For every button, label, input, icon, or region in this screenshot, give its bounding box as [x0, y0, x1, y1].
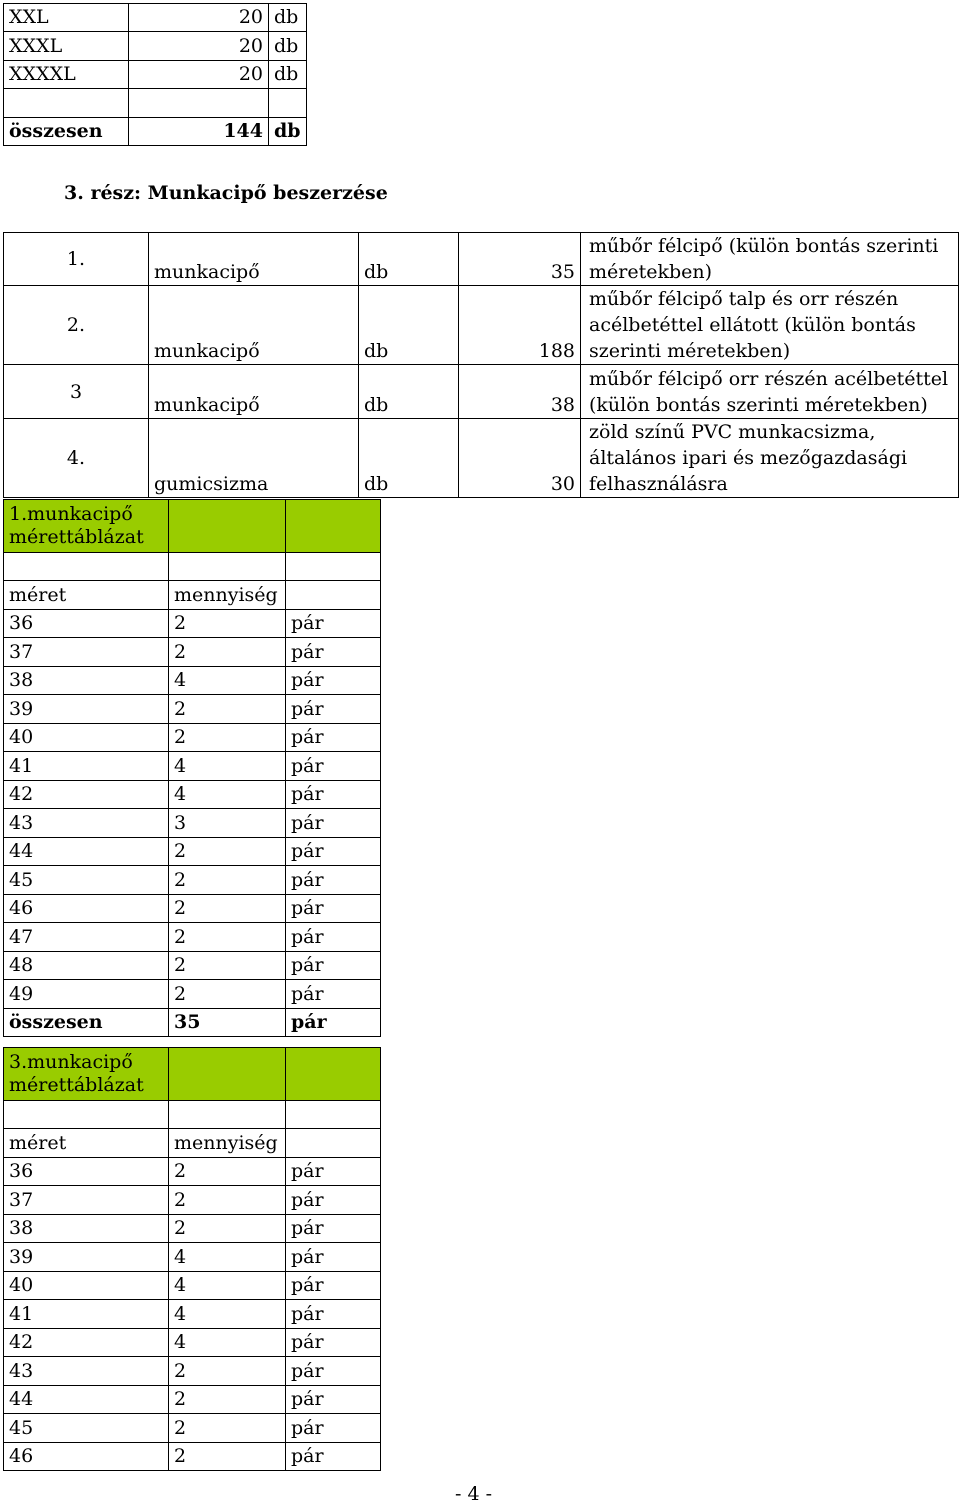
size-cell: 44	[4, 837, 169, 866]
size-cell: XXL	[4, 4, 129, 32]
unit-cell: pár	[286, 809, 381, 838]
size-row	[4, 1243, 381, 1272]
size-cell: 38	[4, 666, 169, 695]
size-row	[4, 1300, 381, 1329]
size-cell: 43	[4, 809, 169, 838]
item-index: 2.	[4, 286, 149, 365]
spacer-row	[4, 1101, 381, 1129]
size-chart-1	[3, 499, 381, 1037]
qty-cell: 4	[169, 780, 286, 809]
item-qty: 35	[459, 233, 581, 286]
qty-cell: 3	[169, 809, 286, 838]
total-row	[4, 117, 307, 145]
size-row	[4, 752, 381, 781]
table-row	[4, 89, 307, 117]
size-cell	[4, 89, 129, 117]
size-total-body	[4, 4, 307, 146]
size-row	[4, 1271, 381, 1300]
item-row	[4, 365, 959, 419]
chart-title-fill	[286, 1048, 381, 1101]
unit-cell: pár	[286, 752, 381, 781]
size-total-table	[3, 3, 307, 146]
unit-cell: db	[269, 32, 307, 60]
size-cell: 39	[4, 695, 169, 724]
qty-cell: 4	[169, 666, 286, 695]
size-cell: 36	[4, 1157, 169, 1186]
size-row	[4, 780, 381, 809]
chart-title-fill	[169, 1048, 286, 1101]
unit-cell: pár	[286, 723, 381, 752]
size-row	[4, 1157, 381, 1186]
qty-cell: 2	[169, 1442, 286, 1471]
qty-cell: 2	[169, 951, 286, 980]
empty-cell	[4, 553, 169, 581]
unit-cell: pár	[286, 1214, 381, 1243]
item-row	[4, 286, 959, 365]
qty-cell: 2	[169, 1385, 286, 1414]
size-cell: 40	[4, 723, 169, 752]
size-chart-3	[3, 1047, 381, 1471]
size-header: méret	[4, 1129, 169, 1158]
qty-cell: 4	[169, 752, 286, 781]
total-qty: 144	[129, 117, 269, 145]
unit-cell: pár	[286, 1243, 381, 1272]
qty-cell: 2	[169, 1357, 286, 1386]
empty-cell	[286, 553, 381, 581]
size-cell: 40	[4, 1271, 169, 1300]
qty-cell: 2	[169, 837, 286, 866]
qty-cell: 2	[169, 866, 286, 895]
unit-cell: pár	[286, 1328, 381, 1357]
size-row	[4, 894, 381, 923]
item-index: 1.	[4, 233, 149, 286]
unit-cell: pár	[286, 1186, 381, 1215]
unit-cell: pár	[286, 1357, 381, 1386]
unit-cell: pár	[286, 1157, 381, 1186]
size-cell: 43	[4, 1357, 169, 1386]
table-row	[4, 4, 307, 32]
unit-cell: pár	[286, 923, 381, 952]
size-cell: XXXL	[4, 32, 129, 60]
size-cell: 41	[4, 752, 169, 781]
total-label: összesen	[4, 1008, 169, 1037]
size-chart-3-body	[4, 1048, 381, 1471]
size-row	[4, 837, 381, 866]
qty-cell: 4	[169, 1243, 286, 1272]
qty-cell: 2	[169, 1186, 286, 1215]
qty-cell: 20	[129, 60, 269, 88]
size-row	[4, 609, 381, 638]
qty-cell: 2	[169, 980, 286, 1009]
size-row	[4, 723, 381, 752]
size-cell: 48	[4, 951, 169, 980]
item-unit: db	[359, 419, 459, 498]
total-unit: db	[269, 117, 307, 145]
qty-cell: 2	[169, 923, 286, 952]
item-unit: db	[359, 233, 459, 286]
size-row	[4, 695, 381, 724]
unit-cell: pár	[286, 866, 381, 895]
size-row	[4, 923, 381, 952]
empty-cell	[286, 1101, 381, 1129]
size-row	[4, 1414, 381, 1443]
chart-title-fill	[286, 500, 381, 553]
item-unit: db	[359, 286, 459, 365]
item-description: zöld színű PVC munkacsizma, általános ipari és mezőgazdasági felhasználásra	[581, 419, 959, 498]
qty-cell: 20	[129, 4, 269, 32]
size-cell: 39	[4, 1243, 169, 1272]
size-row	[4, 980, 381, 1009]
empty-cell	[169, 1101, 286, 1129]
item-row	[4, 419, 959, 498]
item-row	[4, 233, 959, 286]
item-name: munkacipő	[149, 286, 359, 365]
size-row	[4, 866, 381, 895]
qty-cell: 2	[169, 1414, 286, 1443]
table-row	[4, 60, 307, 88]
chart-title-row	[4, 1048, 381, 1101]
chart-title-row	[4, 500, 381, 553]
size-cell: 41	[4, 1300, 169, 1329]
size-row	[4, 1357, 381, 1386]
size-cell: XXXXL	[4, 60, 129, 88]
empty-cell	[4, 1101, 169, 1129]
size-cell: 42	[4, 1328, 169, 1357]
qty-cell: 2	[169, 609, 286, 638]
unit-cell: pár	[286, 1442, 381, 1471]
qty-header: mennyiség	[169, 581, 286, 610]
qty-cell: 4	[169, 1271, 286, 1300]
chart-header-row	[4, 581, 381, 610]
unit-cell: pár	[286, 666, 381, 695]
item-unit: db	[359, 365, 459, 419]
unit-cell: pár	[286, 780, 381, 809]
unit-cell	[269, 89, 307, 117]
size-cell: 42	[4, 780, 169, 809]
item-description: műbőr félcipő orr részén acélbetéttel (külön bontás szerinti méretekben)	[581, 365, 959, 419]
qty-header: mennyiség	[169, 1129, 286, 1158]
items-body	[4, 233, 959, 498]
unit-cell: pár	[286, 1414, 381, 1443]
total-qty: 35	[169, 1008, 286, 1037]
size-header: méret	[4, 581, 169, 610]
unit-cell: pár	[286, 951, 381, 980]
item-name: munkacipő	[149, 365, 359, 419]
unit-cell: pár	[286, 695, 381, 724]
size-row	[4, 1442, 381, 1471]
size-cell: 44	[4, 1385, 169, 1414]
size-cell: 45	[4, 1414, 169, 1443]
unit-cell: pár	[286, 1300, 381, 1329]
items-table	[3, 232, 959, 498]
table-row	[4, 32, 307, 60]
qty-cell: 2	[169, 1157, 286, 1186]
size-cell: 37	[4, 1186, 169, 1215]
page-number: - 4 -	[455, 1483, 493, 1505]
unit-cell: pár	[286, 1385, 381, 1414]
size-row	[4, 1328, 381, 1357]
size-row	[4, 638, 381, 667]
item-qty: 30	[459, 419, 581, 498]
unit-cell: pár	[286, 638, 381, 667]
chart-title: 1.munkacipő mérettáblázat	[4, 500, 169, 553]
empty-cell	[286, 1129, 381, 1158]
total-label: összesen	[4, 117, 129, 145]
item-description: műbőr félcipő talp és orr részén acélbetéttel ellátott (külön bontás szerinti méretekben)	[581, 286, 959, 365]
chart-title-fill	[169, 500, 286, 553]
chart-title: 3.munkacipő mérettáblázat	[4, 1048, 169, 1101]
size-cell: 37	[4, 638, 169, 667]
item-description: műbőr félcipő (külön bontás szerinti méretekben)	[581, 233, 959, 286]
qty-cell	[129, 89, 269, 117]
size-cell: 49	[4, 980, 169, 1009]
unit-cell: db	[269, 4, 307, 32]
section-heading: 3. rész: Munkacipő beszerzése	[64, 182, 388, 204]
size-chart-1-body	[4, 500, 381, 1037]
qty-cell: 2	[169, 1214, 286, 1243]
size-cell: 36	[4, 609, 169, 638]
size-cell: 46	[4, 1442, 169, 1471]
empty-cell	[286, 581, 381, 610]
total-row	[4, 1008, 381, 1037]
unit-cell: pár	[286, 894, 381, 923]
unit-cell: pár	[286, 1271, 381, 1300]
qty-cell: 4	[169, 1300, 286, 1329]
unit-cell: pár	[286, 980, 381, 1009]
item-qty: 188	[459, 286, 581, 365]
size-cell: 45	[4, 866, 169, 895]
empty-cell	[169, 553, 286, 581]
qty-cell: 2	[169, 894, 286, 923]
qty-cell: 20	[129, 32, 269, 60]
size-row	[4, 1385, 381, 1414]
total-unit: pár	[286, 1008, 381, 1037]
size-row	[4, 666, 381, 695]
size-row	[4, 951, 381, 980]
item-qty: 38	[459, 365, 581, 419]
unit-cell: pár	[286, 837, 381, 866]
qty-cell: 4	[169, 1328, 286, 1357]
size-row	[4, 809, 381, 838]
qty-cell: 2	[169, 638, 286, 667]
item-name: munkacipő	[149, 233, 359, 286]
size-cell: 38	[4, 1214, 169, 1243]
size-row	[4, 1186, 381, 1215]
unit-cell: pár	[286, 609, 381, 638]
item-name: gumicsizma	[149, 419, 359, 498]
chart-header-row	[4, 1129, 381, 1158]
spacer-row	[4, 553, 381, 581]
size-cell: 46	[4, 894, 169, 923]
size-cell: 47	[4, 923, 169, 952]
item-index: 3	[4, 365, 149, 419]
size-row	[4, 1214, 381, 1243]
unit-cell: db	[269, 60, 307, 88]
qty-cell: 2	[169, 723, 286, 752]
qty-cell: 2	[169, 695, 286, 724]
item-index: 4.	[4, 419, 149, 498]
